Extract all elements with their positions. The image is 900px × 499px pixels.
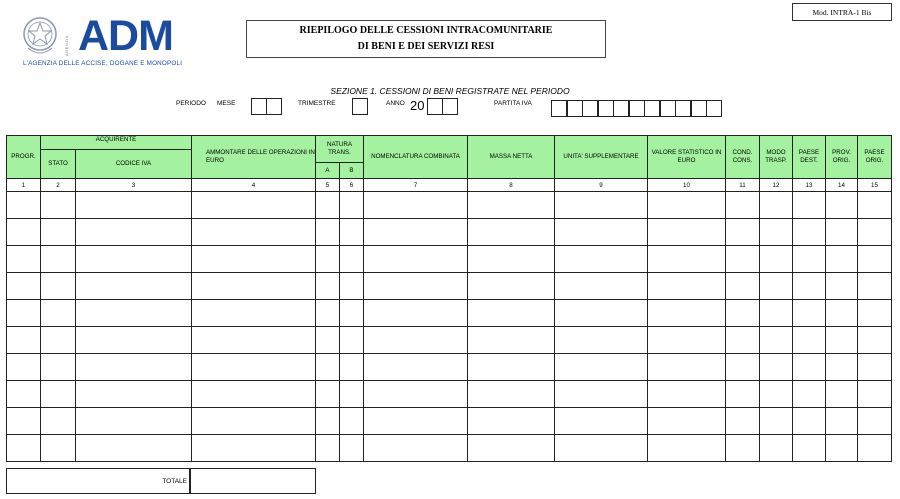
table-cell-input[interactable] xyxy=(648,381,726,408)
table-cell-input[interactable] xyxy=(858,354,892,381)
mese-input-2[interactable] xyxy=(266,98,282,115)
table-cell-input[interactable] xyxy=(555,219,648,246)
table-cell-input[interactable] xyxy=(340,435,364,462)
cessioni-table xyxy=(6,135,892,462)
column-number: 9 xyxy=(555,179,648,192)
anno-input-2[interactable] xyxy=(442,98,458,115)
table-cell-input[interactable] xyxy=(648,246,726,273)
table-cell-input[interactable] xyxy=(826,192,858,219)
table-row xyxy=(7,381,892,408)
header-paese-orig: PAESE ORIG. xyxy=(858,136,892,179)
table-row xyxy=(7,408,892,435)
table-cell-input[interactable] xyxy=(648,300,726,327)
table-cell-input[interactable] xyxy=(826,273,858,300)
partita-iva-digit-input[interactable] xyxy=(660,100,676,117)
header-natura-b: B xyxy=(340,163,364,179)
table-cell-input[interactable] xyxy=(192,435,316,462)
table-cell-input[interactable] xyxy=(858,435,892,462)
table-cell-input[interactable] xyxy=(364,435,468,462)
partita-iva-digit-input[interactable] xyxy=(675,100,691,117)
table-row xyxy=(7,273,892,300)
column-number: 1 xyxy=(7,179,41,192)
header-natura-a: A xyxy=(316,163,340,179)
header-paese-dest: PAESE DEST. xyxy=(793,136,826,179)
table-cell-input[interactable] xyxy=(726,192,760,219)
header-progr: PROGR. xyxy=(7,136,41,179)
table-cell-input[interactable] xyxy=(316,435,340,462)
partita-iva-label: PARTITA IVA xyxy=(494,100,532,107)
emblem-icon xyxy=(22,16,58,56)
trimestre-input[interactable] xyxy=(352,98,368,115)
header-codice-iva: CODICE IVA xyxy=(76,150,192,179)
table-cell-input[interactable] xyxy=(76,381,192,408)
table-cell-input[interactable] xyxy=(726,273,760,300)
totale-label: TOTALE xyxy=(6,468,190,494)
table-cell-input[interactable] xyxy=(648,408,726,435)
table-cell-input[interactable] xyxy=(192,246,316,273)
header-modo-trasp: MODO TRASP. xyxy=(760,136,793,179)
header-nomenclatura: NOMENCLATURA COMBINATA xyxy=(364,136,468,179)
header-natura: NATURA TRANS. xyxy=(316,136,364,163)
table-cell-input[interactable] xyxy=(826,408,858,435)
table-cell-input[interactable] xyxy=(316,192,340,219)
header-ammontare: AMMONTARE DELLE OPERAZIONI IN EURO xyxy=(192,136,316,179)
table-cell-input[interactable] xyxy=(192,300,316,327)
table-cell-input[interactable] xyxy=(364,300,468,327)
table-cell-input[interactable] xyxy=(41,327,76,354)
table-cell-input[interactable] xyxy=(340,354,364,381)
table-cell-input[interactable] xyxy=(41,219,76,246)
table-cell-input[interactable] xyxy=(340,408,364,435)
partita-iva-digit-input[interactable] xyxy=(567,100,583,117)
table-cell-input[interactable] xyxy=(760,246,793,273)
table-cell-input[interactable] xyxy=(364,354,468,381)
table-row xyxy=(7,354,892,381)
table-cell-input[interactable] xyxy=(555,300,648,327)
table-cell-input[interactable] xyxy=(826,354,858,381)
column-number: 3 xyxy=(76,179,192,192)
table-cell-input[interactable] xyxy=(340,381,364,408)
table-cell-input[interactable] xyxy=(76,435,192,462)
column-number: 13 xyxy=(793,179,826,192)
logo-vertical-text: AGENZIA xyxy=(64,34,69,56)
table-cell-input[interactable] xyxy=(316,246,340,273)
table-cell-input[interactable] xyxy=(555,435,648,462)
table-cell-input[interactable] xyxy=(7,381,41,408)
table-cell-input[interactable] xyxy=(760,354,793,381)
table-cell-input[interactable] xyxy=(648,219,726,246)
table-cell-input[interactable] xyxy=(760,381,793,408)
table-cell-input[interactable] xyxy=(858,246,892,273)
table-cell-input[interactable] xyxy=(76,192,192,219)
header-unita-supplementare: UNITA' SUPPLEMENTARE xyxy=(555,136,648,179)
logo-subtitle: L'AGENZIA DELLE ACCISE, DOGANE E MONOPOLI xyxy=(23,60,183,67)
table-cell-input[interactable] xyxy=(826,327,858,354)
table-cell-input[interactable] xyxy=(7,273,41,300)
header-cond-cons: COND. CONS. xyxy=(726,136,760,179)
column-number: 12 xyxy=(760,179,793,192)
table-cell-input[interactable] xyxy=(340,219,364,246)
partita-iva-digit-input[interactable] xyxy=(598,100,614,117)
header-stato: STATO xyxy=(41,150,76,179)
table-cell-input[interactable] xyxy=(364,246,468,273)
table-cell-input[interactable] xyxy=(555,246,648,273)
table-cell-input[interactable] xyxy=(760,192,793,219)
table-cell-input[interactable] xyxy=(555,354,648,381)
table-cell-input[interactable] xyxy=(858,381,892,408)
table-cell-input[interactable] xyxy=(340,327,364,354)
table-cell-input[interactable] xyxy=(316,408,340,435)
table-cell-input[interactable] xyxy=(858,408,892,435)
table-cell-input[interactable] xyxy=(340,246,364,273)
table-cell-input[interactable] xyxy=(793,219,826,246)
table-cell-input[interactable] xyxy=(76,273,192,300)
model-label: Mod. INTRA-1 Bis xyxy=(792,3,892,21)
table-cell-input[interactable] xyxy=(760,273,793,300)
column-number: 7 xyxy=(364,179,468,192)
table-cell-input[interactable] xyxy=(648,435,726,462)
table-cell-input[interactable] xyxy=(858,300,892,327)
table-cell-input[interactable] xyxy=(726,327,760,354)
table-cell-input[interactable] xyxy=(468,408,555,435)
table-cell-input[interactable] xyxy=(555,381,648,408)
table-cell-input[interactable] xyxy=(468,354,555,381)
table-cell-input[interactable] xyxy=(192,273,316,300)
table-cell-input[interactable] xyxy=(316,354,340,381)
column-number: 8 xyxy=(468,179,555,192)
table-cell-input[interactable] xyxy=(364,219,468,246)
partita-iva-digit-input[interactable] xyxy=(551,100,567,117)
table-cell-input[interactable] xyxy=(760,435,793,462)
table-cell-input[interactable] xyxy=(858,192,892,219)
table-cell-input[interactable] xyxy=(726,435,760,462)
header-massa-netta: MASSA NETTA xyxy=(468,136,555,179)
column-number-row xyxy=(7,179,892,192)
table-cell-input[interactable] xyxy=(192,381,316,408)
table-cell-input[interactable] xyxy=(76,327,192,354)
table-cell-input[interactable] xyxy=(858,273,892,300)
table-cell-input[interactable] xyxy=(7,435,41,462)
totale-input[interactable] xyxy=(190,468,316,494)
table-cell-input[interactable] xyxy=(41,273,76,300)
table-cell-input[interactable] xyxy=(340,273,364,300)
table-cell-input[interactable] xyxy=(364,327,468,354)
table-cell-input[interactable] xyxy=(726,354,760,381)
table-cell-input[interactable] xyxy=(7,408,41,435)
table-cell-input[interactable] xyxy=(858,219,892,246)
table-cell-input[interactable] xyxy=(192,192,316,219)
table-cell-input[interactable] xyxy=(364,273,468,300)
table-cell-input[interactable] xyxy=(76,408,192,435)
table-cell-input[interactable] xyxy=(192,408,316,435)
column-number: 5 xyxy=(316,179,340,192)
table-cell-input[interactable] xyxy=(7,219,41,246)
table-cell-input[interactable] xyxy=(316,219,340,246)
table-cell-input[interactable] xyxy=(826,246,858,273)
partita-iva-digit-input[interactable] xyxy=(706,100,722,117)
table-cell-input[interactable] xyxy=(826,300,858,327)
mese-label: MESE xyxy=(217,100,236,107)
table-cell-input[interactable] xyxy=(760,408,793,435)
partita-iva-digit-input[interactable] xyxy=(582,100,598,117)
header-acquirente: ACQUIRENTE xyxy=(41,136,192,150)
table-cell-input[interactable] xyxy=(726,381,760,408)
table-cell-input[interactable] xyxy=(7,327,41,354)
anno-prefix: 20 xyxy=(410,98,425,113)
partita-iva-digit-input[interactable] xyxy=(613,100,629,117)
table-cell-input[interactable] xyxy=(726,219,760,246)
trimestre-label: TRIMESTRE xyxy=(298,100,336,107)
table-cell-input[interactable] xyxy=(760,300,793,327)
logo-text: ADM xyxy=(78,12,173,60)
table-cell-input[interactable] xyxy=(7,192,41,219)
table-cell-input[interactable] xyxy=(793,327,826,354)
column-number: 6 xyxy=(340,179,364,192)
column-number: 4 xyxy=(192,179,316,192)
table-cell-input[interactable] xyxy=(826,219,858,246)
header-valore-statistico: VALORE STATISTICO IN EURO xyxy=(648,136,726,179)
table-row xyxy=(7,246,892,273)
section-title: SEZIONE 1. CESSIONI DI BENI REGISTRATE NEL PERIODO xyxy=(330,86,570,96)
table-cell-input[interactable] xyxy=(41,246,76,273)
column-number: 11 xyxy=(726,179,760,192)
table-cell-input[interactable] xyxy=(41,381,76,408)
column-number: 14 xyxy=(826,179,858,192)
table-cell-input[interactable] xyxy=(192,219,316,246)
table-cell-input[interactable] xyxy=(468,300,555,327)
table-cell-input[interactable] xyxy=(316,381,340,408)
table-cell-input[interactable] xyxy=(555,192,648,219)
table-row xyxy=(7,327,892,354)
table-cell-input[interactable] xyxy=(826,435,858,462)
table-cell-input[interactable] xyxy=(793,192,826,219)
table-cell-input[interactable] xyxy=(793,408,826,435)
anno-input-1[interactable] xyxy=(427,98,443,115)
table-cell-input[interactable] xyxy=(468,192,555,219)
table-cell-input[interactable] xyxy=(555,408,648,435)
table-cell-input[interactable] xyxy=(760,327,793,354)
table-cell-input[interactable] xyxy=(364,408,468,435)
table-cell-input[interactable] xyxy=(793,273,826,300)
table-cell-input[interactable] xyxy=(316,300,340,327)
table-cell-input[interactable] xyxy=(858,327,892,354)
header-prov-orig: PROV. ORIG. xyxy=(826,136,858,179)
table-cell-input[interactable] xyxy=(826,381,858,408)
table-row xyxy=(7,300,892,327)
table-cell-input[interactable] xyxy=(726,246,760,273)
table-cell-input[interactable] xyxy=(41,192,76,219)
partita-iva-digit-input[interactable] xyxy=(691,100,707,117)
table-cell-input[interactable] xyxy=(7,246,41,273)
table-cell-input[interactable] xyxy=(793,354,826,381)
table-cell-input[interactable] xyxy=(468,327,555,354)
table-cell-input[interactable] xyxy=(726,300,760,327)
document-title-line2: DI BENI E DEI SERVIZI RESI xyxy=(357,41,495,52)
table-cell-input[interactable] xyxy=(364,192,468,219)
table-cell-input[interactable] xyxy=(648,273,726,300)
table-cell-input[interactable] xyxy=(793,381,826,408)
table-cell-input[interactable] xyxy=(468,273,555,300)
table-cell-input[interactable] xyxy=(364,381,468,408)
column-number: 2 xyxy=(41,179,76,192)
table-cell-input[interactable] xyxy=(793,246,826,273)
table-row xyxy=(7,192,892,219)
table-cell-input[interactable] xyxy=(7,300,41,327)
table-cell-input[interactable] xyxy=(468,381,555,408)
table-cell-input[interactable] xyxy=(648,354,726,381)
table-cell-input[interactable] xyxy=(41,354,76,381)
table-cell-input[interactable] xyxy=(468,435,555,462)
table-cell-input[interactable] xyxy=(468,246,555,273)
table-cell-input[interactable] xyxy=(340,192,364,219)
document-title-line1: RIEPILOGO DELLE CESSIONI INTRACOMUNITARIE xyxy=(299,25,553,36)
table-cell-input[interactable] xyxy=(192,327,316,354)
table-cell-input[interactable] xyxy=(726,408,760,435)
table-cell-input[interactable] xyxy=(648,327,726,354)
table-cell-input[interactable] xyxy=(555,273,648,300)
table-cell-input[interactable] xyxy=(793,435,826,462)
table-cell-input[interactable] xyxy=(76,300,192,327)
table-cell-input[interactable] xyxy=(41,300,76,327)
table-cell-input[interactable] xyxy=(192,354,316,381)
periodo-label: PERIODO xyxy=(176,100,206,107)
partita-iva-digit-input[interactable] xyxy=(644,100,660,117)
anno-label: ANNO xyxy=(386,100,405,107)
column-number: 10 xyxy=(648,179,726,192)
table-cell-input[interactable] xyxy=(793,300,826,327)
mese-input-1[interactable] xyxy=(251,98,267,115)
table-cell-input[interactable] xyxy=(41,408,76,435)
table-cell-input[interactable] xyxy=(760,219,793,246)
table-cell-input[interactable] xyxy=(340,300,364,327)
table-cell-input[interactable] xyxy=(76,246,192,273)
table-row xyxy=(7,219,892,246)
table-cell-input[interactable] xyxy=(7,354,41,381)
table-cell-input[interactable] xyxy=(555,327,648,354)
table-cell-input[interactable] xyxy=(316,273,340,300)
table-row xyxy=(7,435,892,462)
table-cell-input[interactable] xyxy=(648,192,726,219)
table-cell-input[interactable] xyxy=(76,354,192,381)
table-cell-input[interactable] xyxy=(468,219,555,246)
table-cell-input[interactable] xyxy=(76,219,192,246)
column-number: 15 xyxy=(858,179,892,192)
document-title-box xyxy=(246,20,606,58)
partita-iva-digit-input[interactable] xyxy=(629,100,645,117)
table-cell-input[interactable] xyxy=(316,327,340,354)
table-cell-input[interactable] xyxy=(41,435,76,462)
